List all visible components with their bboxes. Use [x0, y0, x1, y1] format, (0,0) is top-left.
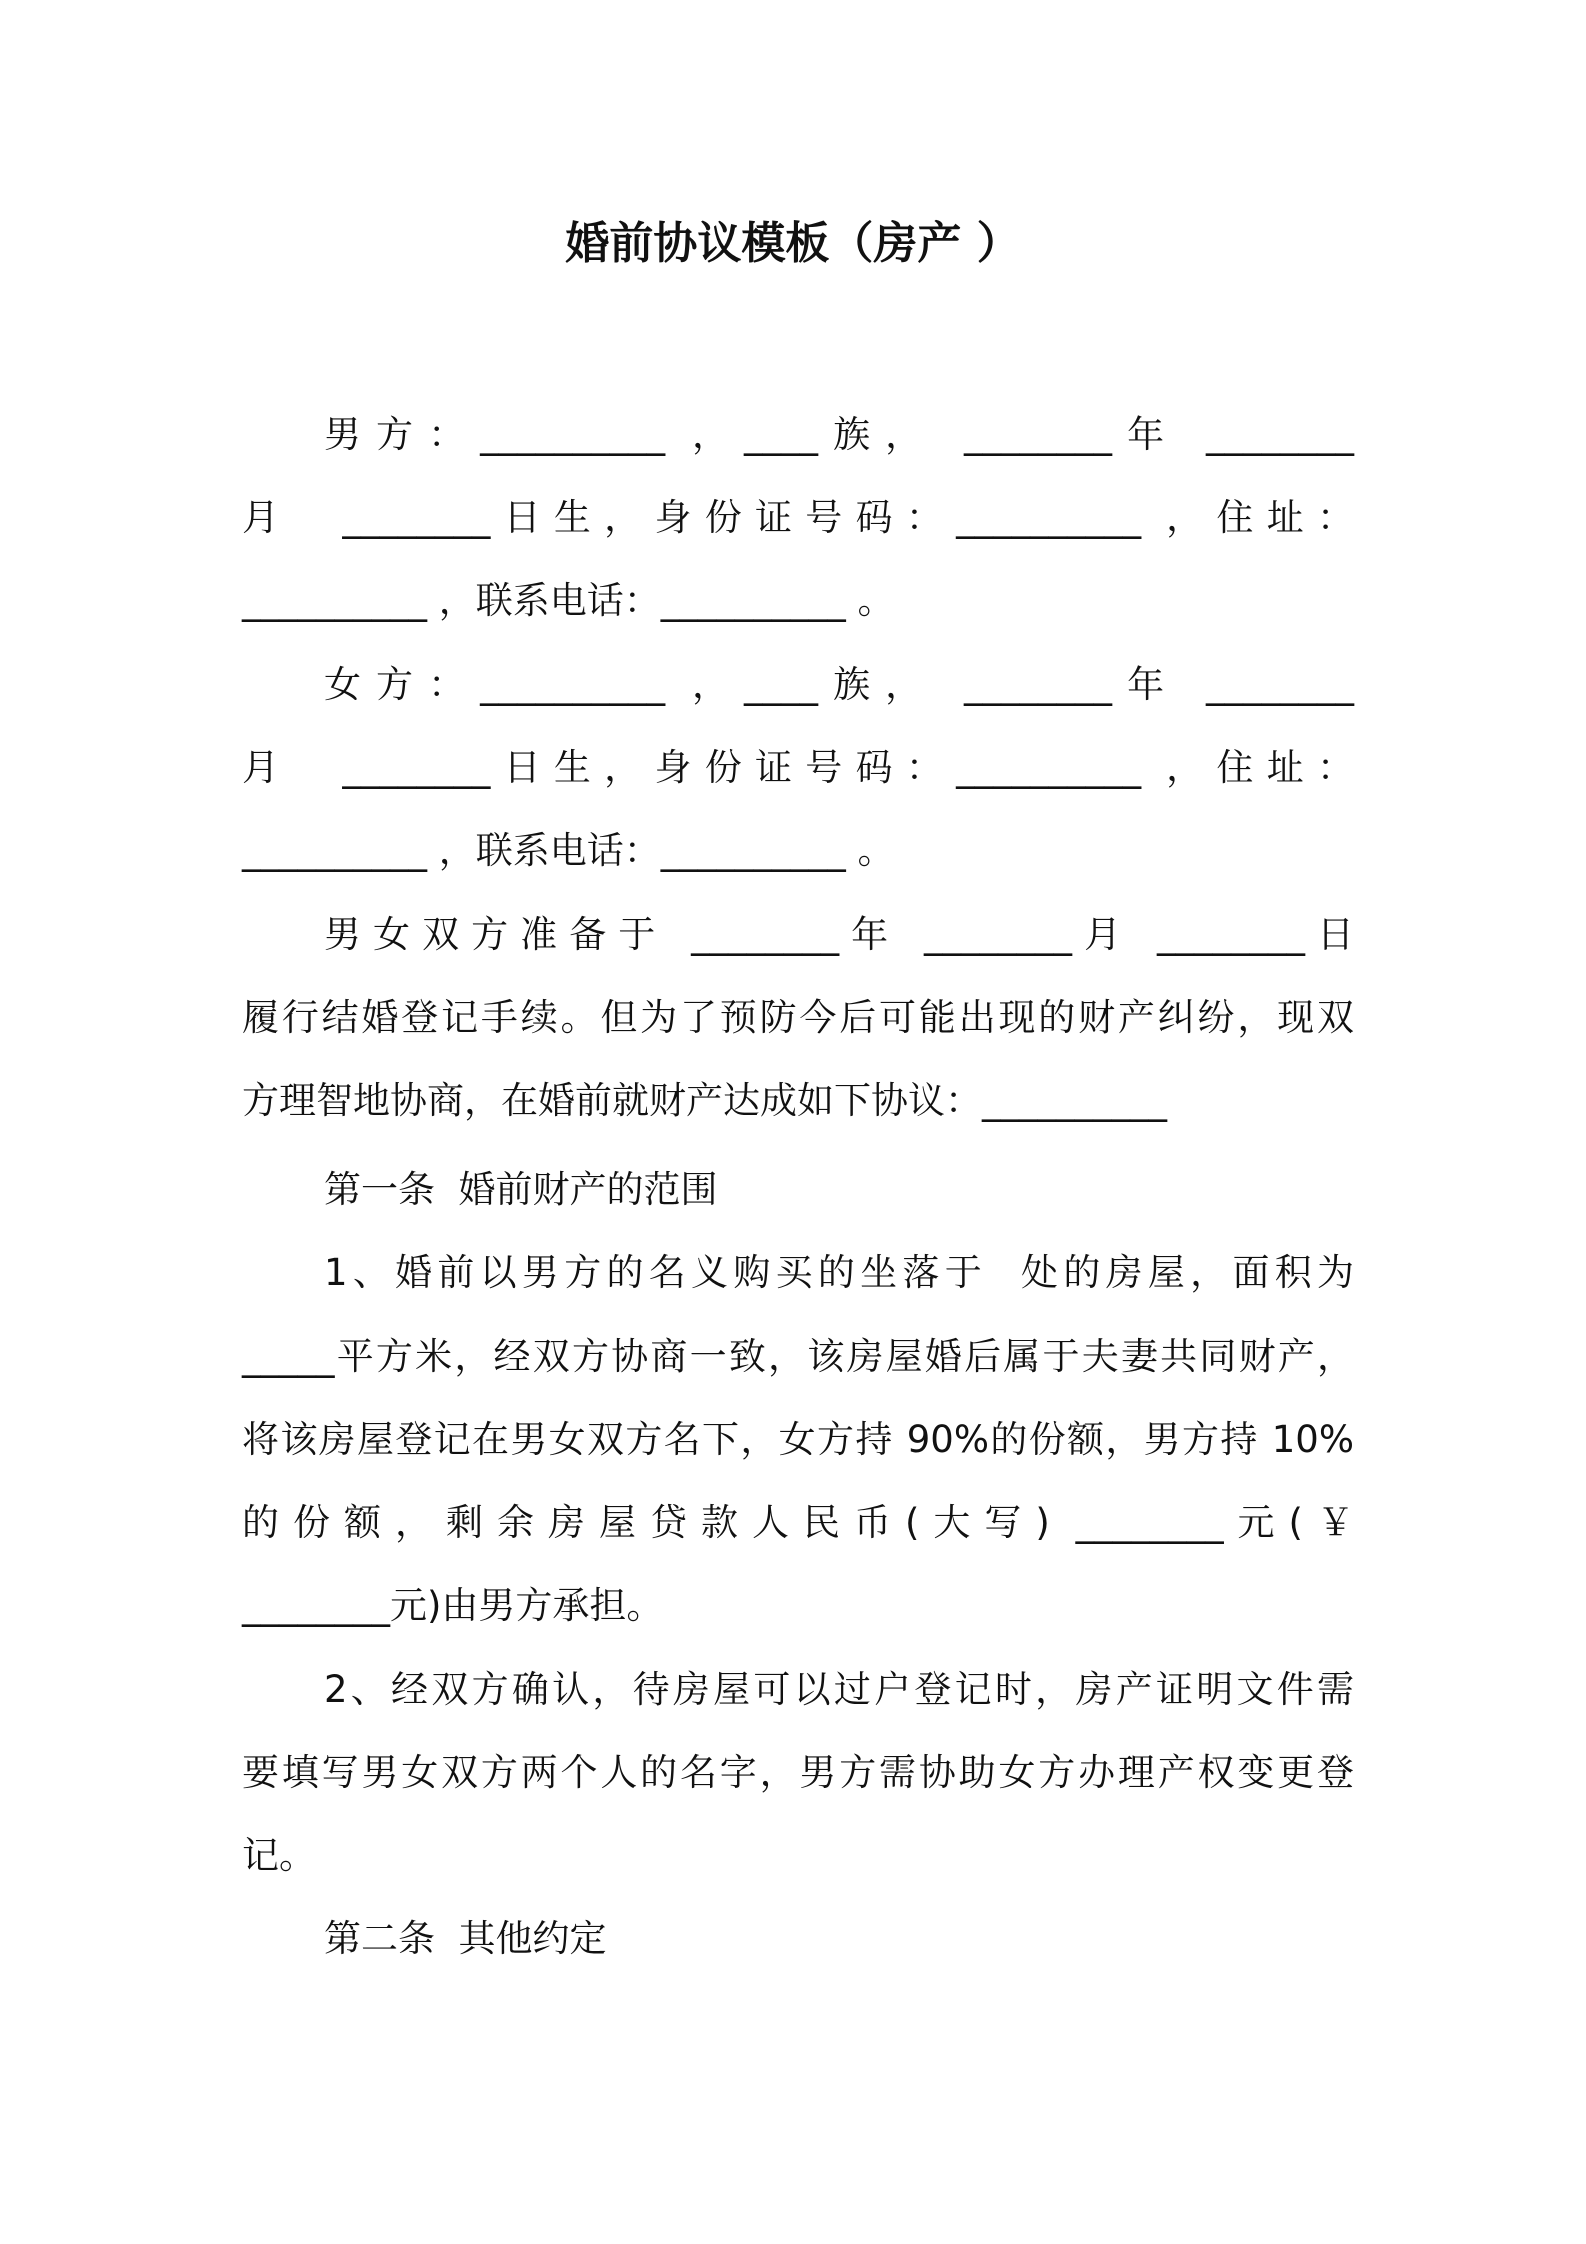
article-two-heading: 第二条 其他约定: [324, 1917, 607, 1960]
intro-line-3: 方理智地协商，在婚前就财产达成如下协议：__________: [242, 1079, 1167, 1122]
clause-1-line-2: _____平方米，经双方协商一致，该房屋婚后属于夫妻共同财产，: [242, 1335, 1354, 1378]
clause-1-line-4: 的份额，剩余房屋贷款人民币(大写) ________元(￥: [242, 1501, 1354, 1544]
male-party-line-1: 男方：__________ ，____族， ________年 ________: [324, 413, 1354, 456]
clause-1-line-5: ________元)由男方承担。: [242, 1584, 664, 1627]
female-party-line-3: __________ ，联系电话：__________ 。: [242, 829, 895, 872]
article-one-heading: 第一条 婚前财产的范围: [324, 1168, 718, 1211]
intro-line-2: 履行结婚登记手续。但为了预防今后可能出现的财产纠纷，现双: [242, 996, 1354, 1039]
clause-2-line-2: 要填写男女双方两个人的名字，男方需协助女方办理产权变更登: [242, 1751, 1354, 1794]
female-party-line-1: 女方：__________ ，____族， ________年 ________: [324, 663, 1354, 706]
clause-2-line-3: 记。: [242, 1834, 316, 1877]
male-party-line-2: 月 ________日生，身份证号码：__________ ，住址：: [242, 496, 1354, 539]
clause-1-line-1: 1、婚前以男方的名义购买的坐落于 处的房屋，面积为: [324, 1251, 1354, 1294]
female-party-line-2: 月 ________日生，身份证号码：__________ ，住址：: [242, 746, 1354, 789]
clause-2-line-1: 2、经双方确认，待房屋可以过户登记时，房产证明文件需: [324, 1668, 1354, 1711]
intro-line-1: 男女双方准备于 ________年 ________月 ________日: [324, 913, 1354, 956]
clause-1-line-3: 将该房屋登记在男女双方名下，女方持 90%的份额，男方持 10%: [242, 1418, 1354, 1461]
document-title: 婚前协议模板（房产 ）: [565, 218, 1021, 269]
male-party-line-3: __________ ，联系电话：__________ 。: [242, 579, 895, 622]
